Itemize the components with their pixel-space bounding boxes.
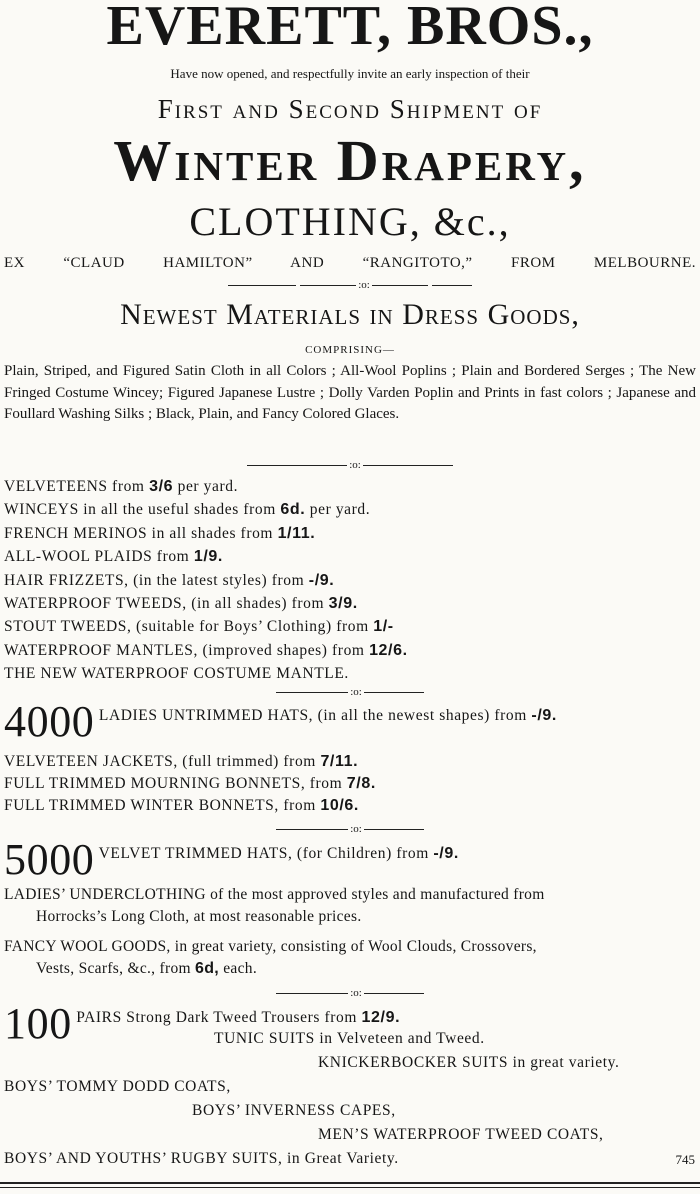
goods-item-price: 6d. [280, 501, 306, 519]
wool-goods-line-2: Vests, Scarfs, &c., from 6d, each. [36, 960, 258, 977]
goods-item-price: 12/6. [369, 641, 408, 659]
waterproof-tweed-coats: MEN’S WATERPROOF TWEED COATS, [318, 1126, 604, 1143]
apparel-item-text: FULL TRIMMED MOURNING BONNETS, from [4, 775, 347, 792]
separator: :o: [0, 685, 700, 699]
goods-item-text: WATERPROOF TWEEDS, (in all shades) from [4, 595, 329, 612]
goods-item-price: 1/- [373, 618, 394, 636]
goods-item-text: VELVETEENS from [4, 478, 150, 495]
goods-item-text: WATERPROOF MANTLES, (improved shapes) from [4, 641, 370, 659]
shipment-heading: First and Second Shipment of [157, 94, 543, 124]
goods-item-tail: per yard. [305, 501, 371, 519]
goods-item [4, 501, 700, 519]
ladies-hats-count: 4000 [4, 697, 95, 746]
intro-line: Have now opened, and respectfully invite an early inspection of their [170, 66, 530, 81]
goods-item-tail: per yard. [173, 478, 239, 495]
separator: :o: [0, 822, 700, 836]
apparel-item [4, 753, 700, 771]
apparel-item-price: 7/8. [346, 775, 376, 792]
rugby-suits: BOYS’ AND YOUTHS’ RUGBY SUITS, in Great Variety. [4, 1150, 399, 1167]
goods-item [4, 642, 700, 660]
goods-item [4, 595, 700, 613]
goods-item [4, 478, 700, 496]
goods-item-price: 1/9. [193, 548, 223, 566]
inverness-capes: BOYS’ INVERNESS CAPES, [192, 1102, 396, 1119]
tommy-dodd-coats: BOYS’ TOMMY DODD COATS, [4, 1078, 231, 1095]
goods-item-text: STOUT TWEEDS, (suitable for Boys’ Clothing) from [4, 618, 374, 636]
ships-line: EX “CLAUD HAMILTON” AND “RANGITOTO,” FROM MELBOURNE. [4, 255, 696, 271]
wool-goods-price: 6d, [195, 960, 220, 977]
trousers-price: 12/9. [361, 1009, 401, 1026]
wool-goods-line-1: FANCY WOOL GOODS, in great variety, consisting of Wool Clouds, Crossovers, [4, 938, 537, 955]
apparel-item-price: 7/11. [320, 753, 359, 770]
ad-number: 745 [675, 1152, 695, 1167]
children-hats-price: -/9. [433, 845, 459, 862]
apparel-item [4, 797, 700, 815]
children-hats-line [4, 835, 700, 884]
ladies-hats-line [4, 697, 700, 746]
separator: :o: [0, 986, 700, 1000]
separator: :o: [0, 458, 700, 472]
goods-item-price: 3/6 [149, 478, 174, 495]
firm-name: EVERETT, BROS., [106, 0, 594, 57]
goods-item [4, 548, 700, 566]
clothing-heading: CLOTHING, &c., [189, 199, 511, 244]
goods-item-price: 1/11. [277, 524, 316, 542]
comprising-label: COMPRISING— [305, 344, 395, 356]
trousers-text: PAIRS Strong Dark Tweed Trousers from [76, 1009, 362, 1026]
goods-item-text: WINCEYS in all the useful shades from [4, 501, 281, 519]
children-hats-count: 5000 [4, 835, 95, 884]
goods-item-text: HAIR FRIZZETS, (in the latest styles) from [4, 571, 309, 589]
ladies-hats-price: -/9. [531, 707, 557, 724]
dress-goods-list: Plain, Striped, and Figured Satin Cloth in all Colors ; All-Wool Poplins ; Plain and Bordered Serges ; The New Fringed Costume Wincey; Figured Japanese Lustre ; Dolly Varden Poplin and Prints in fast colors ; Japanese and Foullard Washing Silks ; Black, Plain, and Fancy Colored Glaces. [4, 363, 696, 422]
apparel-item-text: FULL TRIMMED WINTER BONNETS, from [4, 797, 321, 814]
knickerbocker-suits: KNICKERBOCKER SUITS in great variety. [318, 1054, 620, 1071]
apparel-item-price: 10/6. [320, 797, 359, 814]
goods-item-text: ALL-WOOL PLAIDS from [4, 548, 194, 566]
goods-item [4, 618, 700, 636]
tunic-suits: TUNIC SUITS in Velveteen and Tweed. [214, 1030, 485, 1047]
underclothing-line-1: LADIES’ UNDERCLOTHING of the most approved styles and manufactured from [4, 886, 545, 903]
separator: :o: [0, 278, 700, 292]
children-hats-text: VELVET TRIMMED HATS, (for Children) from [98, 845, 434, 862]
goods-item-price: -/9. [308, 571, 335, 589]
ladies-hats-text: LADIES UNTRIMMED HATS, (in all the newest shapes) from [98, 707, 532, 724]
goods-item-text: FRENCH MERINOS in all shades from [4, 524, 278, 542]
dress-goods-heading: Newest Materials in Dress Goods, [120, 298, 580, 331]
underclothing-line-2: Horrocks’s Long Cloth, at most reasonable prices. [36, 908, 362, 925]
drapery-heading: Winter Drapery, [113, 128, 587, 193]
apparel-item-text: VELVETEEN JACKETS, (full trimmed) from [4, 753, 321, 770]
apparel-item [4, 775, 700, 793]
goods-item-price: 3/9. [328, 595, 358, 612]
goods-item-text: THE NEW WATERPROOF COSTUME MANTLE. [4, 665, 349, 683]
trousers-count: 100 [4, 999, 72, 1048]
goods-item [4, 525, 700, 543]
goods-item [4, 572, 700, 590]
bottom-rule [0, 1182, 700, 1188]
goods-item [4, 665, 700, 683]
